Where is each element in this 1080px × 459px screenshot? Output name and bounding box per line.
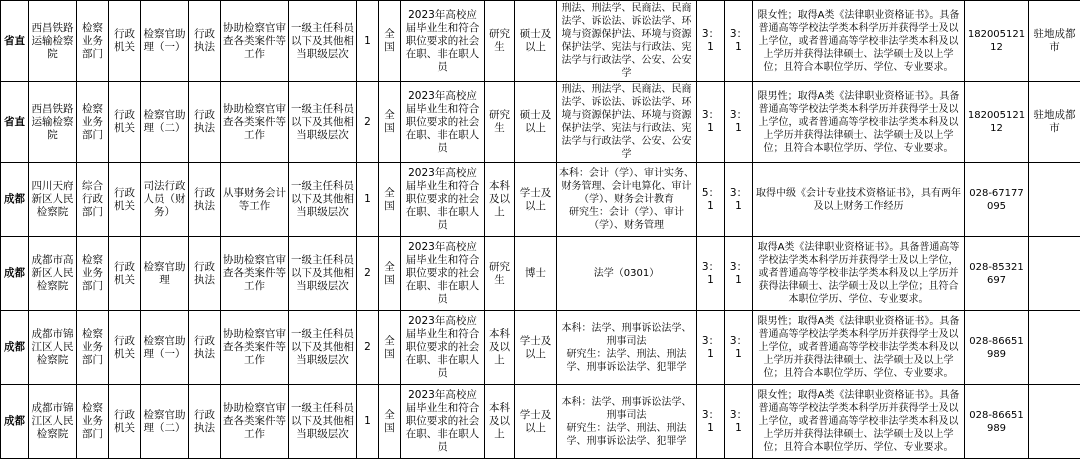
cell-unit: 西昌铁路运输检察院 xyxy=(29,1,77,82)
cell-region: 成都 xyxy=(1,311,29,385)
cell-level: 一级主任科员以下及其他相当职级层次 xyxy=(289,385,357,459)
cell-duty: 从事财务会计等工作 xyxy=(221,163,289,237)
cell-duty: 协助检察官审查各类案件等工作 xyxy=(221,82,289,163)
cell-phone: 028-86651989 xyxy=(965,311,1029,385)
cell-requirements: 限男性；取得A类《法律职业资格证书》。具备普通高等学校法学类本科学历并获得学士及以上学位，或者普通高等学校非法学类本科及以上学历并获得法律硕士、法学硕士及以上学位；且符合本职位学历、学位、专业要求。 xyxy=(753,82,965,163)
cell-ratio-a: 3：1 xyxy=(697,237,725,311)
cell-phone: 18200512112 xyxy=(965,1,1029,82)
cell-category: 行政机关 xyxy=(109,163,141,237)
cell-position: 检察官助理（二） xyxy=(141,385,189,459)
cell-degree: 学士及以上 xyxy=(515,311,557,385)
cell-scope: 全国 xyxy=(379,311,401,385)
cell-education: 本科及以上 xyxy=(485,311,515,385)
cell-ratio-b: 3：1 xyxy=(725,237,753,311)
cell-degree: 硕士及以上 xyxy=(515,1,557,82)
cell-education: 研究生 xyxy=(485,237,515,311)
cell-target: 2023年高校应届毕业生和符合职位要求的社会在职、非在职人员 xyxy=(401,1,485,82)
cell-degree: 学士及以上 xyxy=(515,163,557,237)
cell-target: 2023年高校应届毕业生和符合职位要求的社会在职、非在职人员 xyxy=(401,82,485,163)
cell-ratio-a: 3：1 xyxy=(697,311,725,385)
cell-category: 行政机关 xyxy=(109,82,141,163)
cell-category: 行政机关 xyxy=(109,1,141,82)
cell-note xyxy=(1029,237,1080,311)
cell-target: 2023年高校应届毕业生和符合职位要求的社会在职、非在职人员 xyxy=(401,163,485,237)
cell-count: 2 xyxy=(357,237,379,311)
cell-note xyxy=(1029,385,1080,459)
cell-position: 检察官助理（二） xyxy=(141,82,189,163)
cell-ratio-b: 3：1 xyxy=(725,385,753,459)
cell-major: 本科：法学、刑事诉讼法学、刑事司法 研究生：法学、刑法、刑法学、刑事诉讼法学、犯罪学 xyxy=(557,311,697,385)
cell-phone: 028-86651989 xyxy=(965,385,1029,459)
cell-duty: 协助检察官审查各类案件等工作 xyxy=(221,385,289,459)
cell-ratio-b: 3：1 xyxy=(725,1,753,82)
cell-major: 刑法、刑法学、民商法、民商法学、诉讼法、诉讼法学、环境与资源保护法、环境与资源保护法学、宪法与行政法、宪法学与行政法学、公安、公安学 xyxy=(557,82,697,163)
cell-target: 2023年高校应届毕业生和符合职位要求的社会在职、非在职人员 xyxy=(401,385,485,459)
table-body xyxy=(1,1,1080,459)
cell-unit: 成都市高新区人民检察院 xyxy=(29,237,77,311)
cell-dept: 检察业务部门 xyxy=(77,237,109,311)
cell-scope: 全国 xyxy=(379,385,401,459)
cell-phone: 18200512112 xyxy=(965,82,1029,163)
cell-level: 一级主任科员以下及其他相当职级层次 xyxy=(289,311,357,385)
cell-position: 检察官助理（一） xyxy=(141,1,189,82)
cell-dept: 检察业务部门 xyxy=(77,311,109,385)
cell-degree: 学士及以上 xyxy=(515,385,557,459)
cell-position-type: 行政执法 xyxy=(189,1,221,82)
table-row xyxy=(1,1,1080,82)
table-row xyxy=(1,163,1080,237)
cell-level: 一级主任科员以下及其他相当职级层次 xyxy=(289,82,357,163)
table-row xyxy=(1,311,1080,385)
cell-position: 检察官助理（一） xyxy=(141,311,189,385)
cell-count: 1 xyxy=(357,163,379,237)
cell-education: 研究生 xyxy=(485,82,515,163)
cell-requirements: 限女性；取得A类《法律职业资格证书》。具备普通高等学校法学类本科学历并获得学士及以上学位，或者普通高等学校非法学类本科及以上学历并获得法律硕士、法学硕士及以上学位；且符合本职位学历、学位、专业要求。 xyxy=(753,385,965,459)
cell-phone: 028-85321697 xyxy=(965,237,1029,311)
cell-scope: 全国 xyxy=(379,163,401,237)
cell-ratio-a: 3：1 xyxy=(697,82,725,163)
cell-duty: 协助检察官审查各类案件等工作 xyxy=(221,311,289,385)
cell-requirements: 限女性；取得A类《法律职业资格证书》。具备普通高等学校法学类本科学历并获得学士及以上学位，或者普通高等学校非法学类本科及以上学历并获得法律硕士、法学硕士及以上学位；且符合本职位学历、学位、专业要求。 xyxy=(753,1,965,82)
cell-target: 2023年高校应届毕业生和符合职位要求的社会在职、非在职人员 xyxy=(401,311,485,385)
cell-phone: 028-67177095 xyxy=(965,163,1029,237)
cell-duty: 协助检察官审查各类案件等工作 xyxy=(221,237,289,311)
cell-ratio-a: 3：1 xyxy=(697,1,725,82)
cell-level: 一级主任科员以下及其他相当职级层次 xyxy=(289,237,357,311)
cell-count: 2 xyxy=(357,311,379,385)
cell-note xyxy=(1029,163,1080,237)
cell-category: 行政机关 xyxy=(109,385,141,459)
cell-duty: 协助检察官审查各类案件等工作 xyxy=(221,1,289,82)
cell-position-type: 行政执法 xyxy=(189,311,221,385)
cell-count: 2 xyxy=(357,82,379,163)
cell-scope: 全国 xyxy=(379,237,401,311)
cell-region: 成都 xyxy=(1,385,29,459)
cell-ratio-a: 5：1 xyxy=(697,163,725,237)
table-row xyxy=(1,82,1080,163)
cell-education: 本科及以上 xyxy=(485,163,515,237)
cell-dept: 检察业务部门 xyxy=(77,82,109,163)
cell-scope: 全国 xyxy=(379,82,401,163)
cell-position: 司法行政人员（财务） xyxy=(141,163,189,237)
cell-major: 刑法、刑法学、民商法、民商法学、诉讼法、诉讼法学、环境与资源保护法、环境与资源保护法学、宪法与行政法、宪法学与行政法学、公安、公安学 xyxy=(557,1,697,82)
cell-position-type: 行政执法 xyxy=(189,237,221,311)
cell-dept: 检察业务部门 xyxy=(77,385,109,459)
cell-ratio-a: 3：1 xyxy=(697,385,725,459)
cell-level: 一级主任科员以下及其他相当职级层次 xyxy=(289,1,357,82)
table-row xyxy=(1,385,1080,459)
cell-count: 1 xyxy=(357,385,379,459)
cell-position: 检察官助理 xyxy=(141,237,189,311)
cell-major: 法学（0301） xyxy=(557,237,697,311)
cell-region: 成都 xyxy=(1,237,29,311)
cell-level: 一级主任科员以下及其他相当职级层次 xyxy=(289,163,357,237)
cell-dept: 综合行政部门 xyxy=(77,163,109,237)
cell-requirements: 取得中级《会计专业技术资格证书》，具有两年及以上财务工作经历 xyxy=(753,163,965,237)
cell-unit: 成都市锦江区人民检察院 xyxy=(29,385,77,459)
cell-major: 本科：法学、刑事诉讼法学、刑事司法 研究生：法学、刑法、刑法学、刑事诉讼法学、犯罪学 xyxy=(557,385,697,459)
cell-requirements: 取得A类《法律职业资格证书》。具备普通高等学校法学类本科学历并获得学士及以上学位，或者普通高等学校非法学类本科及以上学历并获得法律硕士、法学硕士及以上学位；且符合本职位学历、学位、专业要求。 xyxy=(753,237,965,311)
cell-note: 驻地成都市 xyxy=(1029,82,1080,163)
cell-region: 省直 xyxy=(1,1,29,82)
cell-education: 研究生 xyxy=(485,1,515,82)
cell-scope: 全国 xyxy=(379,1,401,82)
cell-position-type: 行政执法 xyxy=(189,82,221,163)
cell-ratio-b: 3：1 xyxy=(725,82,753,163)
table-row xyxy=(1,237,1080,311)
cell-region: 省直 xyxy=(1,82,29,163)
cell-requirements: 限男性；取得A类《法律职业资格证书》。具备普通高等学校法学类本科学历并获得学士及以上学位，或者普通高等学校非法学类本科及以上学历并获得法律硕士、法学硕士及以上学位；且符合本职位学历、学位、专业要求。 xyxy=(753,311,965,385)
cell-position-type: 行政执法 xyxy=(189,163,221,237)
cell-education: 本科及以上 xyxy=(485,385,515,459)
cell-note: 驻地成都市 xyxy=(1029,1,1080,82)
cell-dept: 检察业务部门 xyxy=(77,1,109,82)
cell-count: 1 xyxy=(357,1,379,82)
cell-category: 行政机关 xyxy=(109,311,141,385)
cell-major: 本科：会计（学）、审计实务、财务管理、会计电算化、审计（学）、财务会计教育 研究生：会计（学）、审计（学）、财务管理 xyxy=(557,163,697,237)
cell-target: 2023年高校应届毕业生和符合职位要求的社会在职、非在职人员 xyxy=(401,237,485,311)
cell-region: 成都 xyxy=(1,163,29,237)
cell-note xyxy=(1029,311,1080,385)
cell-ratio-b: 3：1 xyxy=(725,311,753,385)
cell-position-type: 行政执法 xyxy=(189,385,221,459)
cell-category: 行政机关 xyxy=(109,237,141,311)
cell-unit: 成都市锦江区人民检察院 xyxy=(29,311,77,385)
cell-degree: 博士 xyxy=(515,237,557,311)
cell-ratio-b: 3：1 xyxy=(725,163,753,237)
cell-degree: 硕士及以上 xyxy=(515,82,557,163)
cell-unit: 四川天府新区人民检察院 xyxy=(29,163,77,237)
cell-unit: 西昌铁路运输检察院 xyxy=(29,82,77,163)
